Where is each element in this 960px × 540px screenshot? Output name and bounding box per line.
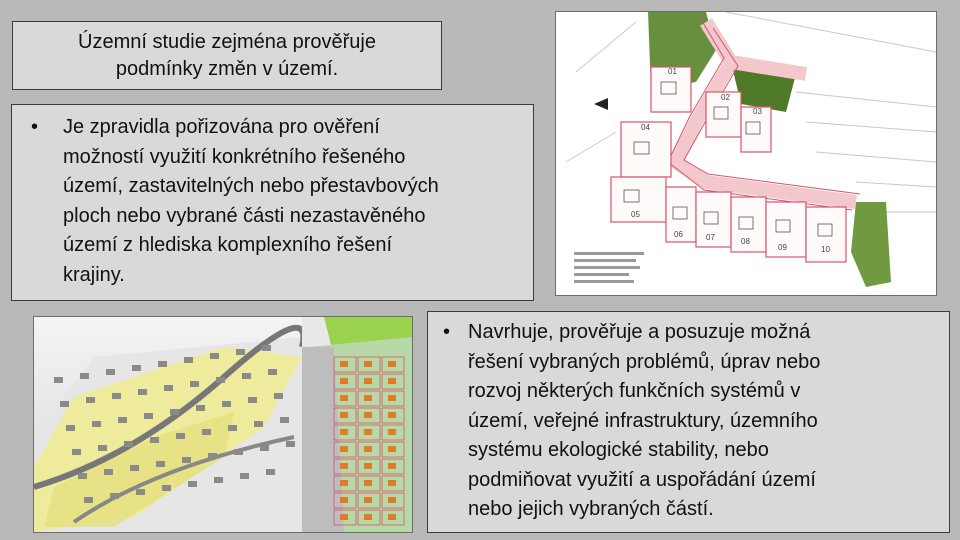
plan-house-shape xyxy=(388,361,396,367)
bullet-line: podmiňovat využití a uspořádání území xyxy=(468,468,816,491)
bullet-item xyxy=(443,318,939,525)
plan-house-shape xyxy=(364,378,372,384)
house-shape xyxy=(190,381,199,387)
house-shape xyxy=(248,397,257,403)
house-shape xyxy=(124,441,133,447)
bullet-line: území z hlediska komplexního řešení xyxy=(63,234,393,256)
house-shape xyxy=(138,389,147,395)
plan-house-shape xyxy=(340,480,348,486)
plot-number-label: 03 xyxy=(753,107,762,116)
plot-number-label: 08 xyxy=(741,237,750,246)
house-shape xyxy=(98,445,107,451)
house-shape xyxy=(184,357,193,363)
house-shape xyxy=(222,401,231,407)
house-shape xyxy=(72,449,81,455)
house-shape xyxy=(260,445,269,451)
house-shape xyxy=(236,349,245,355)
plan-house-shape xyxy=(364,480,372,486)
house-shape xyxy=(110,493,119,499)
plot-number-label: 02 xyxy=(721,93,730,102)
house-shape xyxy=(130,465,139,471)
title-line: podmínky změn v území. xyxy=(115,58,339,80)
house-shape xyxy=(54,377,63,383)
plan-house-shape xyxy=(340,514,348,520)
plan-house-shape xyxy=(388,412,396,418)
house-shape xyxy=(78,473,87,479)
plot-number-label: 10 xyxy=(821,245,830,254)
bullet-list xyxy=(443,318,939,525)
bullet-line: Navrhuje, prověřuje a posuzuje možná xyxy=(468,321,811,343)
house-shape xyxy=(132,365,141,371)
title-box xyxy=(12,21,442,90)
plot-number-label: 06 xyxy=(674,230,683,239)
house-shape xyxy=(188,481,197,487)
plan-house-shape xyxy=(388,429,396,435)
house-shape xyxy=(104,469,113,475)
bullet-line: území, zastavitelných nebo přestavbových xyxy=(63,175,439,197)
house-shape xyxy=(182,457,191,463)
house-shape xyxy=(266,469,275,475)
house-shape xyxy=(92,421,101,427)
house-shape xyxy=(240,473,249,479)
house-shape xyxy=(158,361,167,367)
development-render-image xyxy=(33,316,413,533)
house-shape xyxy=(286,441,295,447)
plan-house-shape xyxy=(364,463,372,469)
plan-house-shape xyxy=(388,480,396,486)
house-shape xyxy=(136,489,145,495)
house-shape xyxy=(164,385,173,391)
plan-house-shape xyxy=(364,429,372,435)
house-shape xyxy=(150,437,159,443)
plan-house-shape xyxy=(340,463,348,469)
bullet-marker: • xyxy=(31,116,39,138)
plan-house-shape xyxy=(340,395,348,401)
plan-house-shape xyxy=(364,412,372,418)
bullet-line: možností využití konkrétního řešeného xyxy=(63,145,406,168)
plan-house-shape xyxy=(340,497,348,503)
bullet-line: ploch nebo vybrané části nezastavěného xyxy=(63,204,426,227)
house-shape xyxy=(216,377,225,383)
house-shape xyxy=(170,409,179,415)
house-shape xyxy=(202,429,211,435)
house-shape xyxy=(228,425,237,431)
house-shape xyxy=(280,417,289,423)
house-shape xyxy=(162,485,171,491)
plan-house-shape xyxy=(364,497,372,503)
house-shape xyxy=(254,421,263,427)
plan-house-shape xyxy=(340,378,348,384)
house-shape xyxy=(274,393,283,399)
house-shape xyxy=(210,353,219,359)
plot-number-label: 01 xyxy=(668,67,677,76)
bullet-line: krajiny. xyxy=(63,263,125,286)
house-shape xyxy=(208,453,217,459)
house-shape xyxy=(144,413,153,419)
bullet-line: území, veřejné infrastruktury, územního xyxy=(468,409,818,432)
house-shape xyxy=(262,345,271,351)
house-shape xyxy=(66,425,75,431)
plan-house-shape xyxy=(388,446,396,452)
house-shape xyxy=(196,405,205,411)
urban-plan-drawing xyxy=(556,12,936,295)
house-shape xyxy=(118,417,127,423)
house-shape xyxy=(176,433,185,439)
render-drawing xyxy=(34,317,412,532)
plot-number-label: 04 xyxy=(641,123,650,132)
plan-house-shape xyxy=(364,514,372,520)
house-shape xyxy=(242,373,251,379)
bullet-line: řešení vybraných problémů, úprav nebo xyxy=(468,350,821,373)
bullet-list xyxy=(31,113,523,290)
plan-house-shape xyxy=(388,497,396,503)
bullet-item xyxy=(31,113,523,290)
house-shape xyxy=(80,373,89,379)
plan-house-shape xyxy=(364,446,372,452)
plot-number-label: 07 xyxy=(706,233,715,242)
plan-house-shape xyxy=(364,395,372,401)
house-shape xyxy=(86,397,95,403)
bullet-box-purpose xyxy=(11,104,534,301)
bullet-line: nebo jejich vybraných částí. xyxy=(468,498,714,520)
house-shape xyxy=(112,393,121,399)
bullet-line: rozvoj některých funkčních systémů v xyxy=(468,380,801,402)
plan-house-shape xyxy=(340,446,348,452)
urban-plan-image xyxy=(555,11,937,296)
plan-house-shape xyxy=(340,361,348,367)
title-line: Územní studie zejména prověřuje xyxy=(78,31,376,53)
plot-number-label: 05 xyxy=(631,210,640,219)
plan-house-shape xyxy=(340,412,348,418)
plan-house-shape xyxy=(388,463,396,469)
bullet-box-proposals xyxy=(427,311,950,533)
house-shape xyxy=(84,497,93,503)
bullet-marker: • xyxy=(443,321,451,343)
bullet-line: systému ekologické stability, nebo xyxy=(468,439,769,461)
house-shape xyxy=(214,477,223,483)
house-shape xyxy=(268,369,277,375)
house-shape xyxy=(156,461,165,467)
plan-house-shape xyxy=(388,378,396,384)
plan-house-shape xyxy=(388,514,396,520)
house-shape xyxy=(60,401,69,407)
plan-house-shape xyxy=(388,395,396,401)
plan-house-shape xyxy=(364,361,372,367)
bullet-line: Je zpravidla pořizována pro ověření xyxy=(63,116,380,138)
house-shape xyxy=(106,369,115,375)
plot-number-label: 09 xyxy=(778,243,787,252)
house-shape xyxy=(234,449,243,455)
plan-house-shape xyxy=(340,429,348,435)
